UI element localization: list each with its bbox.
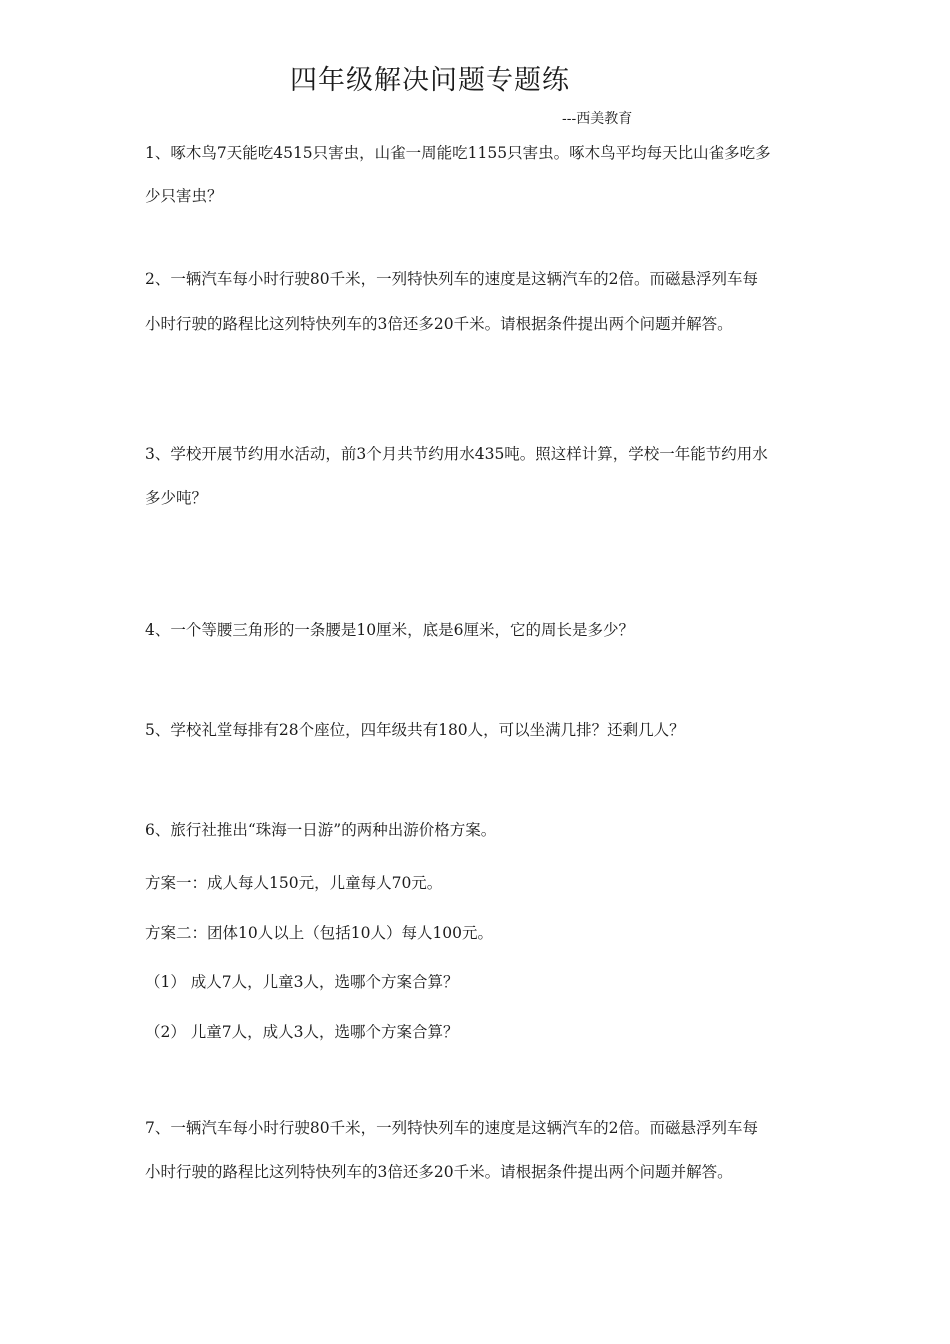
q1-line2: 少只害虫？ [145, 187, 223, 205]
q6-sub1: （1） 成人7人，儿童3人，选哪个方案合算？ [145, 973, 459, 991]
q7-line2: 小时行驶的路程比这列特快列车的3倍还多20千米。请根据条件提出两个问题并解答。 [145, 1163, 733, 1181]
q6-sub2: （2） 儿童7人，成人3人，选哪个方案合算？ [145, 1023, 459, 1041]
q5-line: 5、学校礼堂每排有28个座位，四年级共有180人，可以坐满几排？还剩几人？ [145, 721, 685, 739]
document-source: ---西美教育 [562, 111, 633, 127]
q2-line1: 2、一辆汽车每小时行驶80千米，一列特快列车的速度是这辆汽车的2倍。而磁悬浮列车每 [145, 270, 758, 288]
q2-line2: 小时行驶的路程比这列特快列车的3倍还多20千米。请根据条件提出两个问题并解答。 [145, 315, 733, 333]
q4-line: 4、一个等腰三角形的一条腰是10厘米，底是6厘米，它的周长是多少？ [145, 621, 634, 639]
q1-line1: 1、啄木鸟7天能吃4515只害虫，山雀一周能吃1155只害虫。啄木鸟平均每天比山雀多吃多 [145, 144, 771, 162]
q6-line: 6、旅行社推出“珠海一日游”的两种出游价格方案。 [145, 821, 497, 839]
document-title: 四年级解决问题专题练 [290, 65, 570, 96]
q7-line1: 7、一辆汽车每小时行驶80千米，一列特快列车的速度是这辆汽车的2倍。而磁悬浮列车每 [145, 1119, 758, 1137]
q3-line1: 3、学校开展节约用水活动，前3个月共节约用水435吨。照这样计算，学校一年能节约用水 [145, 445, 768, 463]
q3-line2: 多少吨？ [145, 489, 208, 507]
q6-plan2: 方案二：团体10人以上（包括10人）每人100元。 [145, 924, 494, 942]
q6-plan1: 方案一：成人每人150元，儿童每人70元。 [145, 874, 443, 892]
